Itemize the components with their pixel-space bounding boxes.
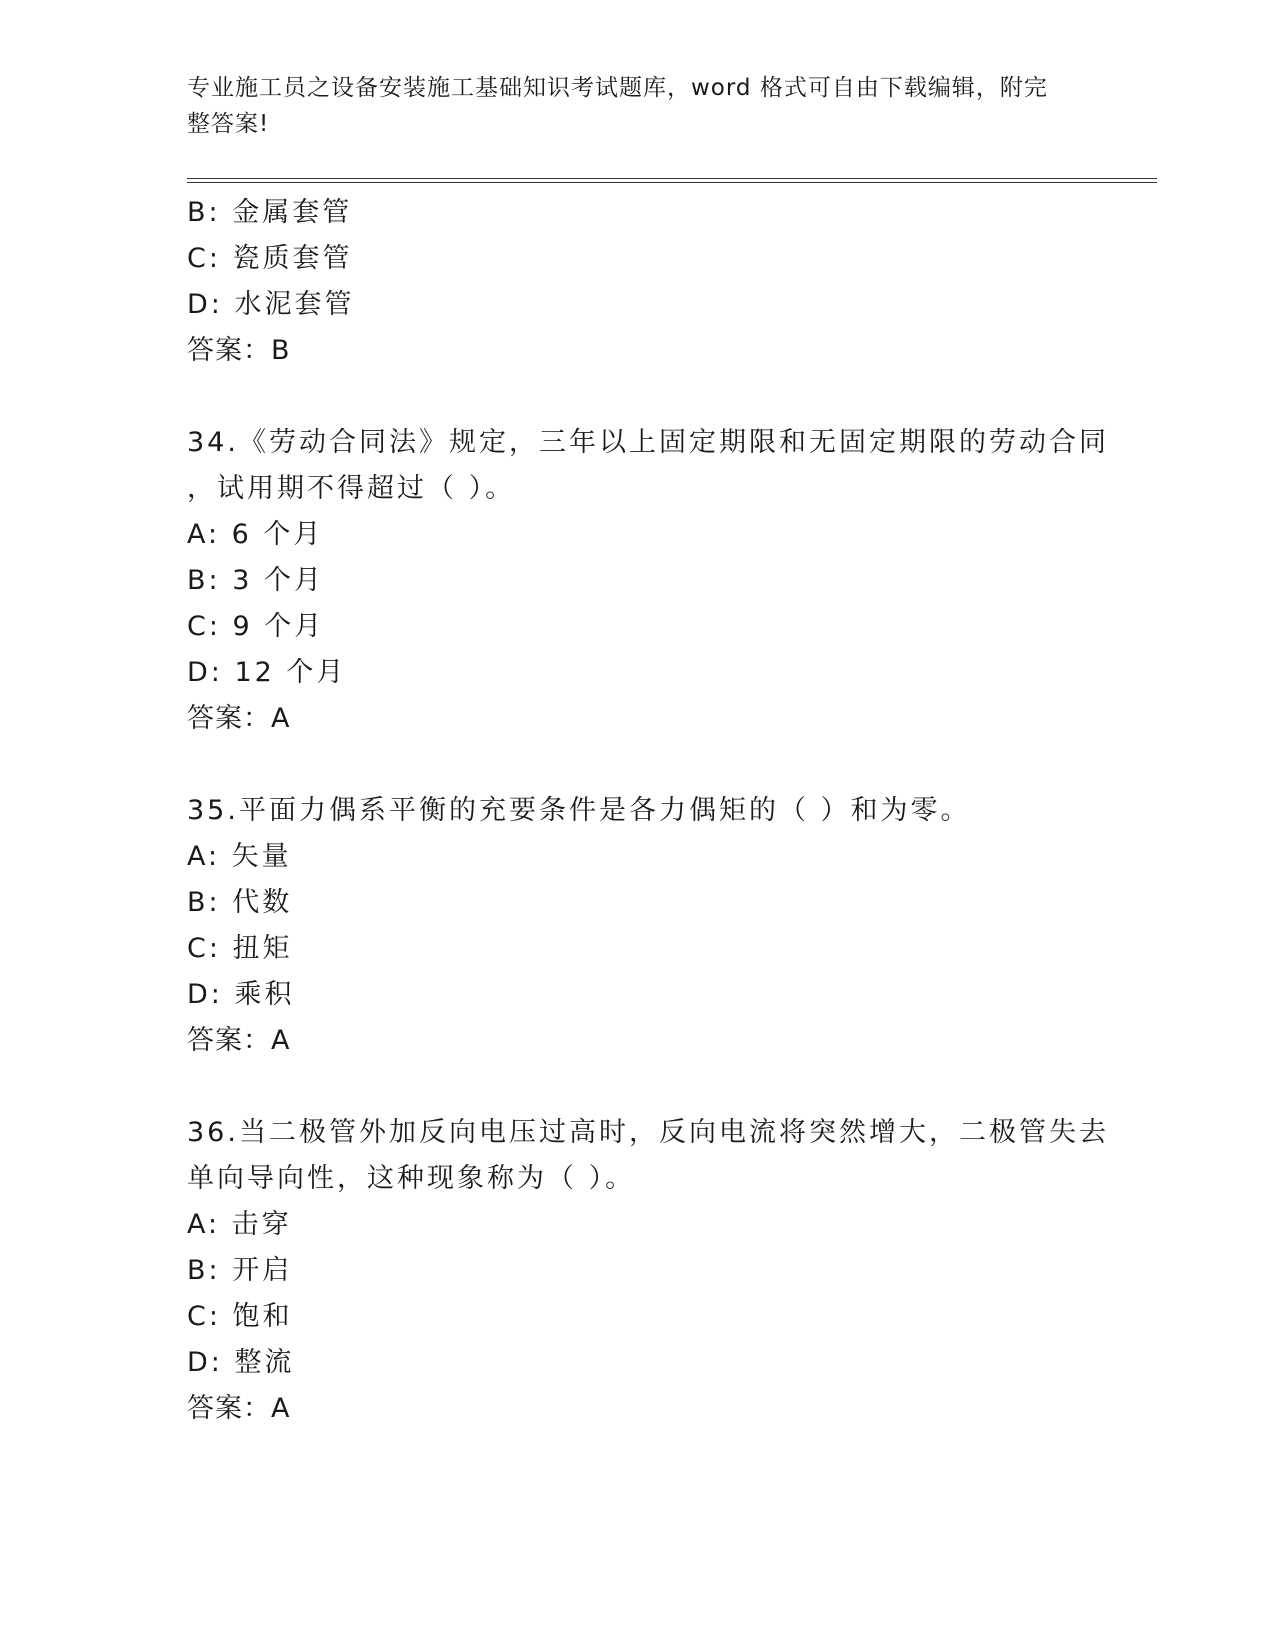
header-divider-bottom [187,182,1157,183]
answer-line: 答案：B [187,335,291,366]
answer-line: 答案：A [187,703,291,734]
option-c: C: 饱和 [187,1301,293,1332]
option-d: D: 12 个月 [187,657,347,688]
question-text: ，试用期不得超过（ ）。 [187,473,516,504]
question-list [187,190,1109,1432]
answer-line: 答案：A [187,1025,291,1056]
option-b: B: 3 个月 [187,565,324,596]
option-d: D: 整流 [187,1347,295,1378]
carryover-question [187,190,1087,374]
question-text: 单向导向性，这种现象称为（ ）。 [187,1163,636,1194]
option-c: C: 9 个月 [187,611,325,642]
option-b: B: 金属套管 [187,197,353,228]
option-a: A: 矢量 [187,841,292,872]
option-b: B: 开启 [187,1255,293,1286]
question-text: 34.《劳动合同法》规定，三年以上固定期限和无固定期限的劳动合同 [187,427,1109,458]
option-a: A: 6 个月 [187,519,324,550]
option-d: D: 水泥套管 [187,289,355,320]
question-text: 36.当二极管外加反向电压过高时，反向电流将突然增大，二极管失去 [187,1117,1109,1148]
question-34 [187,420,1109,742]
option-d: D: 乘积 [187,979,295,1010]
page-header [187,70,1067,142]
header-divider-top [187,178,1157,179]
question-text: 35.平面力偶系平衡的充要条件是各力偶矩的（ ）和为零。 [187,795,971,826]
option-c: C: 瓷质套管 [187,243,353,274]
option-b: B: 代数 [187,887,293,918]
document-title: 专业施工员之设备安装施工基础知识考试题库，word 格式可自由下载编辑，附完整答案! [187,75,1048,137]
question-35 [187,788,1087,1064]
option-c: C: 扭矩 [187,933,293,964]
question-36 [187,1110,1109,1432]
answer-line: 答案：A [187,1393,291,1424]
option-a: A: 击穿 [187,1209,292,1240]
